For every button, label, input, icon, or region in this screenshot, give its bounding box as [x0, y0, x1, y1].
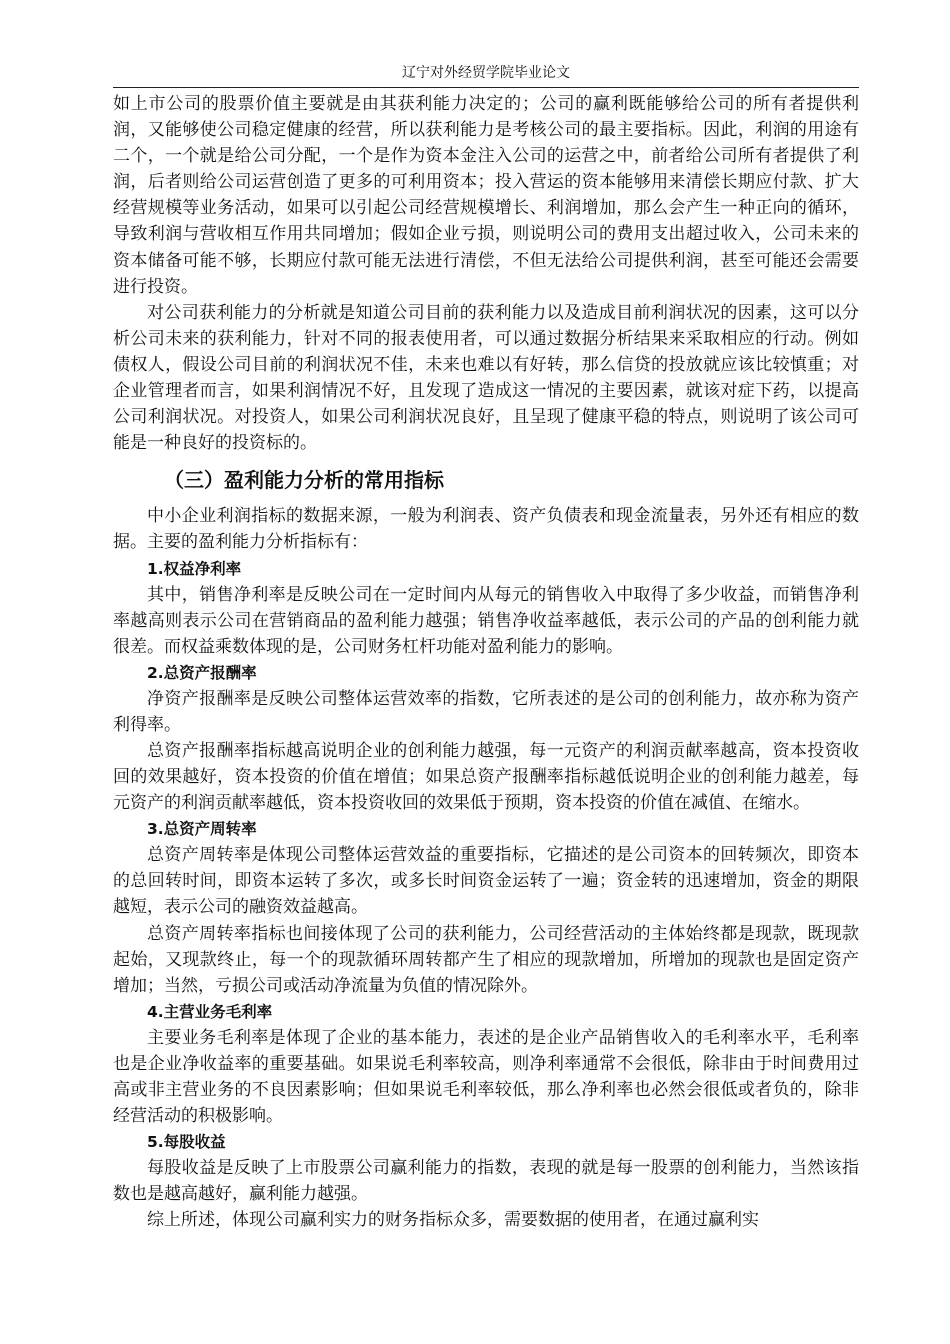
- subsection-heading: 5.每股收益: [147, 1133, 226, 1152]
- document-body: [113, 91, 859, 1233]
- subsection-heading: 1.权益净利率: [147, 559, 242, 578]
- paragraph: 对公司获利能力的分析就是知道公司目前的获利能力以及造成目前利润状况的因素，这可以分析公司未来的获利能力，针对不同的报表使用者，可以通过数据分析结果来采取相应的行动。例如债权人，假设公司目前的利润状况不佳，未来也难以有好转，那么信贷的投放就应该比较慎重；对企业管理者而言，如果利润情况不好，且发现了造成这一情况的主要因素，就该对症下药，以提高公司利润状况。对投资人，如果公司利润状况良好，且呈现了健康平稳的特点，则说明了该公司可能是一种良好的投资标的。: [113, 302, 859, 454]
- paragraph: 主要业务毛利率是体现了企业的基本能力，表述的是企业产品销售收入的毛利率水平，毛利率也是企业净收益率的重要基础。如果说毛利率较高，则净利率通常不会很低，除非由于时间费用过高或非主营业务的不良因素影响；但如果说毛利率较低，那么净利率也必然会很低或者负的，除非经营活动的积极影响。: [113, 1027, 859, 1127]
- paragraph: 总资产周转率指标也间接体现了公司的获利能力，公司经营活动的主体始终都是现款，既现款起始，又现款终止，每一个的现款循环周转都产生了相应的现款增加，所增加的现款也是固定资产增加；当然，亏损公司或活动净流量为负值的情况除外。: [113, 923, 859, 996]
- paragraph: 总资产报酬率指标越高说明企业的创利能力越强，每一元资产的利润贡献率越高，资本投资收回的效果越好，资本投资的价值在增值；如果总资产报酬率指标越低说明企业的创利能力越差，每元资产的利润贡献率越低，资本投资收回的效果低于预期，资本投资的价值在减值、在缩水。: [113, 740, 859, 814]
- section-heading: （三）盈利能力分析的常用指标: [164, 468, 444, 493]
- paragraph: 其中，销售净利率是反映公司在一定时间内从每元的销售收入中取得了多少收益，而销售净利率越高则表示公司在营销商品的盈利能力越强；销售净收益率越低，表示公司的产品的创利能力就很差。而权益乘数体现的是，公司财务杠杆功能对盈利能力的影响。: [113, 584, 859, 657]
- paragraph: 中小企业利润指标的数据来源，一般为利润表、资产负债表和现金流量表，另外还有相应的数据。主要的盈利能力分析指标有：: [113, 506, 859, 553]
- subsection-heading: 4.主营业务毛利率: [147, 1002, 273, 1021]
- subsection-heading: 3.总资产周转率: [147, 820, 257, 839]
- paragraph: 总资产周转率是体现公司整体运营效益的重要指标，它描述的是公司资本的回转频次，即资本的总回转时间，即资本运转了多次，或多长时间资金运转了一遍；资金转的迅速增加，资金的期限越短，表示公司的融资效益越高。: [113, 845, 859, 918]
- paragraph: 如上市公司的股票价值主要就是由其获利能力决定的；公司的赢利既能够给公司的所有者提供利润，又能够使公司稳定健康的经营，所以获利能力是考核公司的最主要指标。因此，利润的用途有二个，一个就是给公司分配，一个是作为资本金注入公司的运营之中，前者给公司所有者提供了利润，后者则给公司运营创造了更多的可利用资本；投入营运的资本能够用来清偿长期应付款、扩大经营规模等业务活动，如果可以引起公司经营规模增长、利润增加，那么会产生一种正向的循环，导致利润与营收相互作用共同增加；假如企业亏损，则说明公司的费用支出超过收入，公司未来的资本储备可能不够，长期应付款可能无法进行清偿，不但无法给公司提供利润，甚至可能还会需要进行投资。: [113, 94, 859, 297]
- header-divider: [113, 87, 859, 88]
- page-header-title: 辽宁对外经贸学院毕业论文: [402, 65, 570, 81]
- paragraph: 每股收益是反映了上市股票公司赢利能力的指数，表现的就是每一股票的创利能力，当然该指数也是越高越好，赢利能力越强。: [113, 1158, 859, 1205]
- paragraph: 净资产报酬率是反映公司整体运营效率的指数，它所表述的是公司的创利能力，故亦称为资产利得率。: [113, 688, 859, 735]
- subsection-heading: 2.总资产报酬率: [147, 663, 257, 682]
- paragraph: 综上所述，体现公司赢利实力的财务指标众多，需要数据的使用者，在通过赢利实: [147, 1210, 759, 1231]
